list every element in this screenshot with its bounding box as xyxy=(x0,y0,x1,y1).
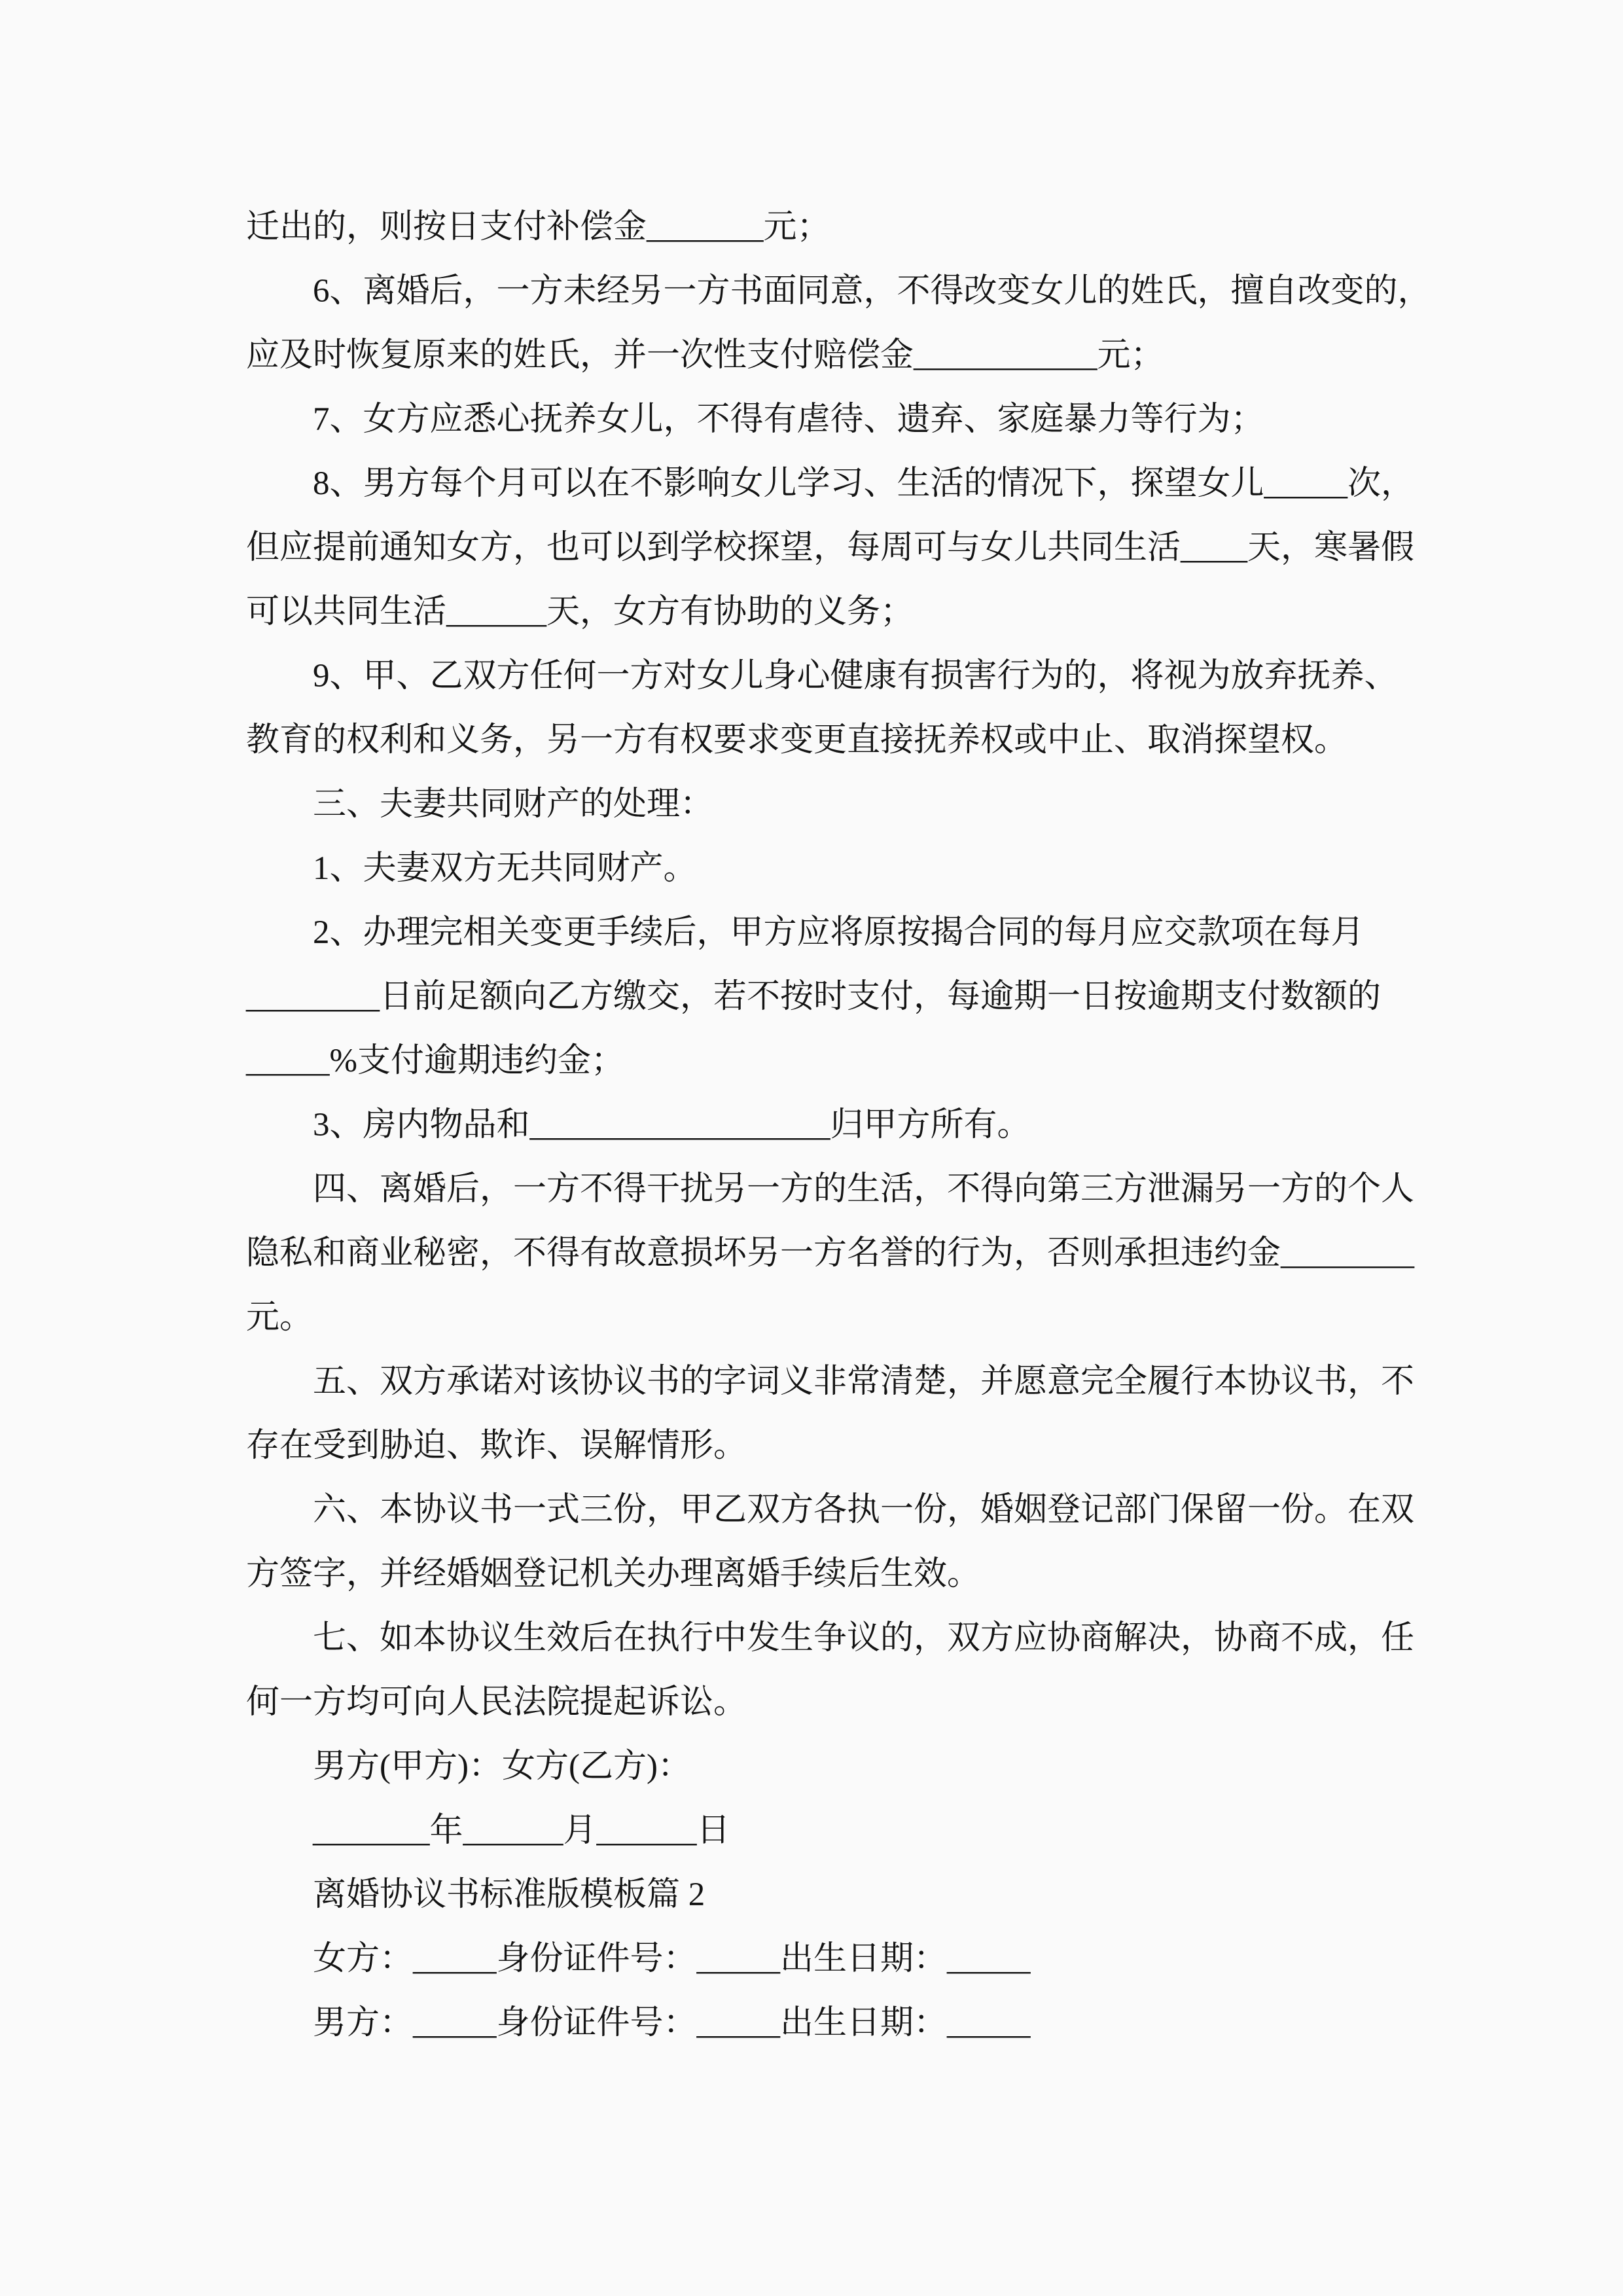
document-line: 方签字，并经婚姻登记机关办理离婚手续后生效。 xyxy=(246,1556,981,1592)
document-line: 1、夫妻双方无共同财产。 xyxy=(313,850,697,887)
document-line: 何一方均可向人民法院提起诉讼。 xyxy=(246,1684,747,1721)
document-line: _____%支付逾期违约金； xyxy=(246,1043,624,1079)
document-line: 应及时恢复原来的姓氏，并一次性支付赔偿金___________元； xyxy=(246,337,1164,374)
document-line: 离婚协议书标准版模板篇 2 xyxy=(313,1876,705,1913)
document-line: 可以共同生活______天，女方有协助的义务； xyxy=(246,594,914,630)
document-body xyxy=(246,195,1431,2055)
document-line: 三、夫妻共同财产的处理： xyxy=(313,786,714,823)
document-line: 存在受到胁迫、欺诈、误解情形。 xyxy=(246,1427,747,1464)
document-line: 迁出的，则按日支付补偿金_______元； xyxy=(246,209,830,245)
document-line: 元。 xyxy=(246,1299,313,1336)
document-line: 8、男方每个月可以在不影响女儿学习、生活的情况下，探望女儿_____次， xyxy=(313,465,1415,502)
document-line: 男方：_____身份证件号：_____出生日期：_____ xyxy=(313,2005,1031,2041)
document-line: ________日前足额向乙方缴交，若不按时支付，每逾期一日按逾期支付数额的 xyxy=(246,978,1382,1015)
document-line: 7、女方应悉心抚养女儿，不得有虐待、遗弃、家庭暴力等行为； xyxy=(313,401,1264,438)
document-line: 五、双方承诺对该协议书的字词义非常清楚，并愿意完全履行本协议书，不 xyxy=(313,1363,1415,1400)
document-line: 七、如本协议生效后在执行中发生争议的，双方应协商解决，协商不成，任 xyxy=(313,1620,1415,1657)
document-line: 男方(甲方)：女方(乙方)： xyxy=(313,1748,691,1785)
document-line: 但应提前通知女方，也可以到学校探望，每周可与女儿共同生活____天，寒暑假 xyxy=(246,529,1415,566)
document-line: 四、离婚后，一方不得干扰另一方的生活，不得向第三方泄漏另一方的个人 xyxy=(313,1171,1415,1208)
document-line: 3、房内物品和__________________归甲方所有。 xyxy=(313,1107,1031,1143)
document-line: 六、本协议书一式三份，甲乙双方各执一份，婚姻登记部门保留一份。在双 xyxy=(313,1492,1415,1528)
document-line: 2、办理完相关变更手续后，甲方应将原按揭合同的每月应交款项在每月 xyxy=(313,914,1364,951)
document-line: 女方：_____身份证件号：_____出生日期：_____ xyxy=(313,1941,1031,1977)
document-line: 6、离婚后，一方未经另一方书面同意，不得改变女儿的姓氏，擅自改变的， xyxy=(313,273,1431,310)
document-line: 隐私和商业秘密，不得有故意损坏另一方名誉的行为，否则承担违约金________ xyxy=(246,1235,1415,1272)
document-line: 9、甲、乙双方任何一方对女儿身心健康有损害行为的，将视为放弃抚养、 xyxy=(313,658,1398,694)
document-line: _______年______月______日 xyxy=(313,1812,730,1849)
document-line: 教育的权利和义务，另一方有权要求变更直接抚养权或中止、取消探望权。 xyxy=(246,722,1348,759)
